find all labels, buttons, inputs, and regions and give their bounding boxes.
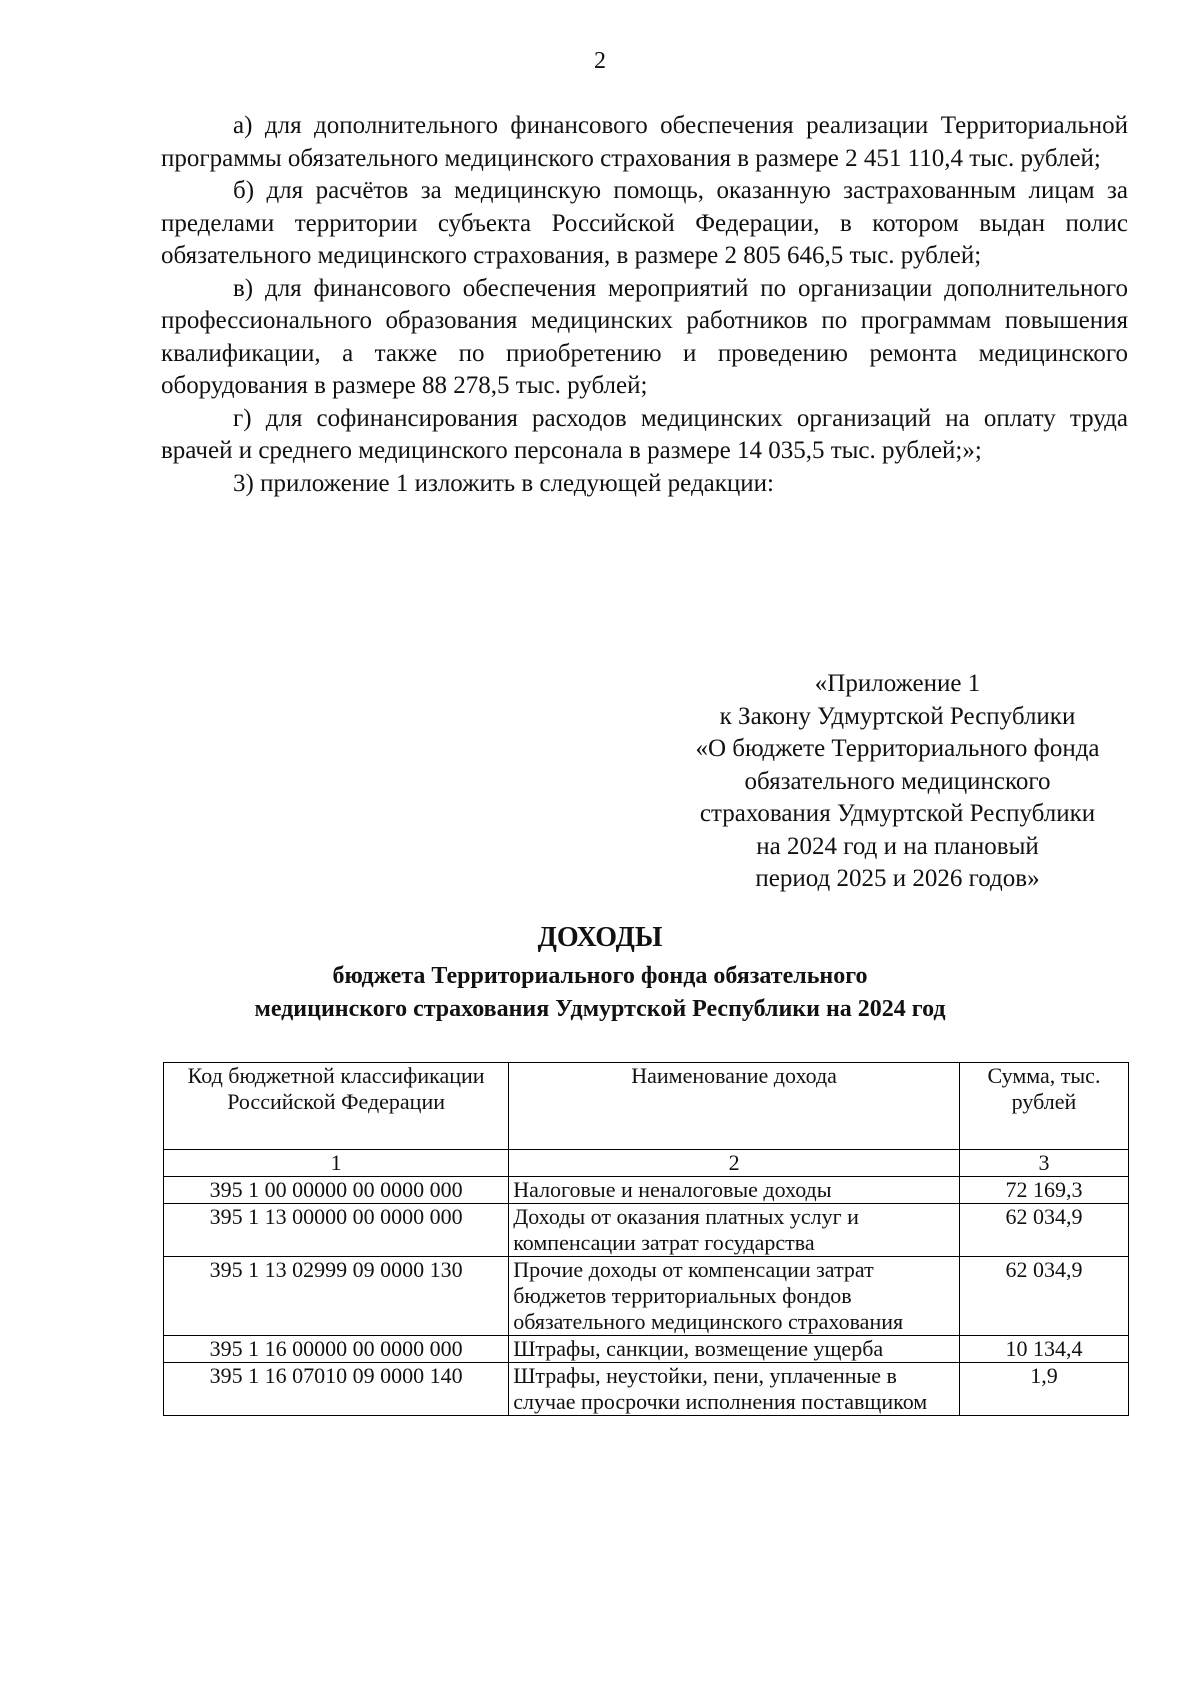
table-row <box>164 1363 1129 1416</box>
table-row <box>164 1204 1129 1257</box>
appendix-header-line: обязательного медицинского <box>744 767 1051 795</box>
paragraph-a: а) для дополнительного финансового обеспечения реализации Территориальной программы обязательного медицинского страхования в размере 2 451 110,4 тыс. рублей; <box>161 112 1128 172</box>
header-name: Наименование дохода <box>509 1063 960 1150</box>
paragraph-v: в) для финансового обеспечения мероприятий по организации дополнительного профессионального образования медицинских работников по программам повышения квалификации, а также по приобретению и проведению ремонта медицинского оборудования в размере 88 278,5 тыс. рублей; <box>161 274 1128 399</box>
page-number: 2 <box>594 48 606 74</box>
row-name: Налоговые и неналоговые доходы <box>509 1177 960 1204</box>
appendix-header <box>655 668 1140 896</box>
paragraph-b: б) для расчётов за медицинскую помощь, оказанную застрахованным лицам за пределами территории субъекта Российской Федерации, в котором выдан полис обязательного медицинского страхования, в размере 2 805 646,5 тыс. рублей; <box>161 177 1128 269</box>
row-name: Доходы от оказания платных услуг и компенсации затрат государства <box>509 1204 960 1257</box>
appendix-header-line: страхования Удмуртской Республики <box>699 800 1096 827</box>
income-table <box>163 1062 1129 1416</box>
column-number: 2 <box>509 1150 960 1177</box>
row-name: Штрафы, санкции, возмещение ущерба <box>509 1336 960 1363</box>
row-code: 395 1 13 00000 00 0000 000 <box>164 1204 509 1257</box>
column-number: 1 <box>164 1150 509 1177</box>
header-code: Код бюджетной классификации Российской Федерации <box>164 1063 509 1150</box>
table-row <box>164 1257 1129 1336</box>
body-text <box>161 110 1128 500</box>
row-code: 395 1 16 00000 00 0000 000 <box>164 1336 509 1363</box>
row-code: 395 1 13 02999 09 0000 130 <box>164 1257 509 1336</box>
row-amount: 1,9 <box>959 1363 1128 1416</box>
document-title: ДОХОДЫ <box>537 922 663 953</box>
row-code: 395 1 16 07010 09 0000 140 <box>164 1363 509 1416</box>
header-amount: Сумма, тыс. рублей <box>959 1063 1128 1150</box>
column-number-row <box>164 1150 1129 1177</box>
table-row <box>164 1336 1129 1363</box>
row-amount: 72 169,3 <box>959 1177 1128 1204</box>
appendix-header-line: на 2024 год и на плановый <box>756 832 1039 860</box>
table-row <box>164 1177 1129 1204</box>
row-amount: 62 034,9 <box>959 1257 1128 1336</box>
paragraph-g: г) для софинансирования расходов медицинских организаций на оплату труда врачей и среднего медицинского персонала в размере 14 035,5 тыс. рублей;»; <box>161 404 1128 464</box>
subtitle-line: бюджета Территориального фонда обязательного <box>332 963 868 989</box>
row-amount: 62 034,9 <box>959 1204 1128 1257</box>
row-name: Прочие доходы от компенсации затрат бюджетов территориальных фондов обязательного медицинского страхования <box>509 1257 960 1336</box>
row-name: Штрафы, неустойки, пени, уплаченные в случае просрочки исполнения поставщиком <box>509 1363 960 1416</box>
document-subtitle <box>0 960 1200 1026</box>
appendix-header-line: «Приложение 1 <box>814 670 981 697</box>
table-header-row <box>164 1063 1129 1150</box>
subtitle-line: медицинского страхования Удмуртской Республики на 2024 год <box>254 996 946 1022</box>
appendix-header-line: «О бюджете Территориального фонда <box>695 735 1100 762</box>
row-code: 395 1 00 00000 00 0000 000 <box>164 1177 509 1204</box>
appendix-header-line: к Закону Удмуртской Республики <box>719 702 1076 730</box>
appendix-header-line: период 2025 и 2026 годов» <box>755 865 1040 892</box>
row-amount: 10 134,4 <box>959 1336 1128 1363</box>
column-number: 3 <box>959 1150 1128 1177</box>
paragraph-3: 3) приложение 1 изложить в следующей редакции: <box>233 469 774 497</box>
